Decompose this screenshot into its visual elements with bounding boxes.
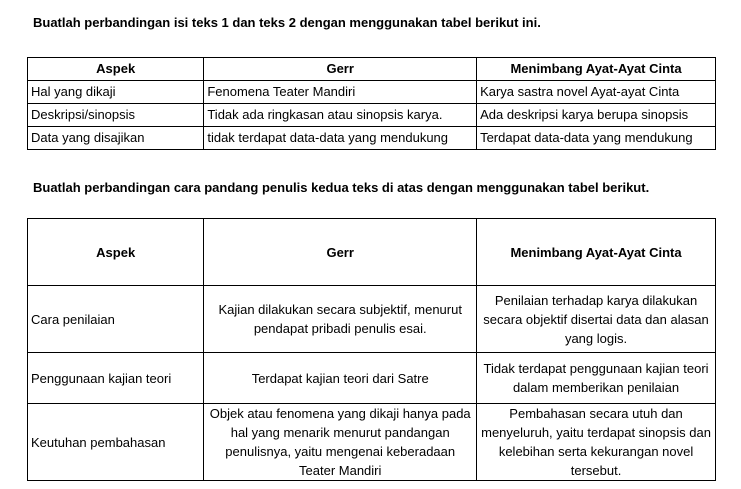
table-cell: Hal yang dikaji (28, 81, 204, 104)
table-cell: Terdapat data-data yang mendukung (477, 127, 716, 150)
viewpoint-comparison-table (27, 218, 716, 481)
column-header-gerr: Gerr (204, 219, 477, 286)
table-row (28, 353, 716, 404)
table-cell: Terdapat kajian teori dari Satre (204, 353, 477, 404)
column-header-aspek: Aspek (28, 58, 204, 81)
table-cell: Kajian dilakukan secara subjektif, menurut pendapat pribadi penulis esai. (204, 286, 477, 353)
table-cell: Data yang disajikan (28, 127, 204, 150)
table-cell: Tidak ada ringkasan atau sinopsis karya. (204, 104, 477, 127)
column-header-ayat-ayat-cinta: Menimbang Ayat-Ayat Cinta (477, 58, 716, 81)
table-cell: Penilaian terhadap karya dilakukan secara objektif disertai data dan alasan yang logis. (477, 286, 716, 353)
instruction-heading-2: Buatlah perbandingan cara pandang penulis kedua teks di atas dengan menggunakan tabel berikut. (33, 180, 650, 195)
table-cell: Keutuhan pembahasan (28, 404, 204, 481)
table-cell: Karya sastra novel Ayat-ayat Cinta (477, 81, 716, 104)
table-cell: Deskripsi/sinopsis (28, 104, 204, 127)
column-header-ayat-ayat-cinta: Menimbang Ayat-Ayat Cinta (477, 219, 716, 286)
table-cell: tidak terdapat data-data yang mendukung (204, 127, 477, 150)
table-cell: Cara penilaian (28, 286, 204, 353)
table-row (28, 104, 716, 127)
content-comparison-table (27, 57, 716, 150)
table-header-row (28, 58, 716, 81)
column-header-gerr: Gerr (204, 58, 477, 81)
table-cell: Pembahasan secara utuh dan menyeluruh, yaitu terdapat sinopsis dan kelebihan serta kekurangan novel tersebut. (477, 404, 716, 481)
table-cell: Ada deskripsi karya berupa sinopsis (477, 104, 716, 127)
table-cell: Objek atau fenomena yang dikaji hanya pada hal yang menarik menurut pandangan penulisnya, yaitu mengenai keberadaan Teater Mandiri (204, 404, 477, 481)
column-header-aspek: Aspek (28, 219, 204, 286)
table-row (28, 81, 716, 104)
table-header-row (28, 219, 716, 286)
instruction-heading-1: Buatlah perbandingan isi teks 1 dan teks 2 dengan menggunakan tabel berikut ini. (33, 15, 541, 30)
table-cell: Fenomena Teater Mandiri (204, 81, 477, 104)
table-row (28, 127, 716, 150)
table-row (28, 286, 716, 353)
table-cell: Tidak terdapat penggunaan kajian teori dalam memberikan penilaian (477, 353, 716, 404)
table-cell: Penggunaan kajian teori (28, 353, 204, 404)
table-row (28, 404, 716, 481)
